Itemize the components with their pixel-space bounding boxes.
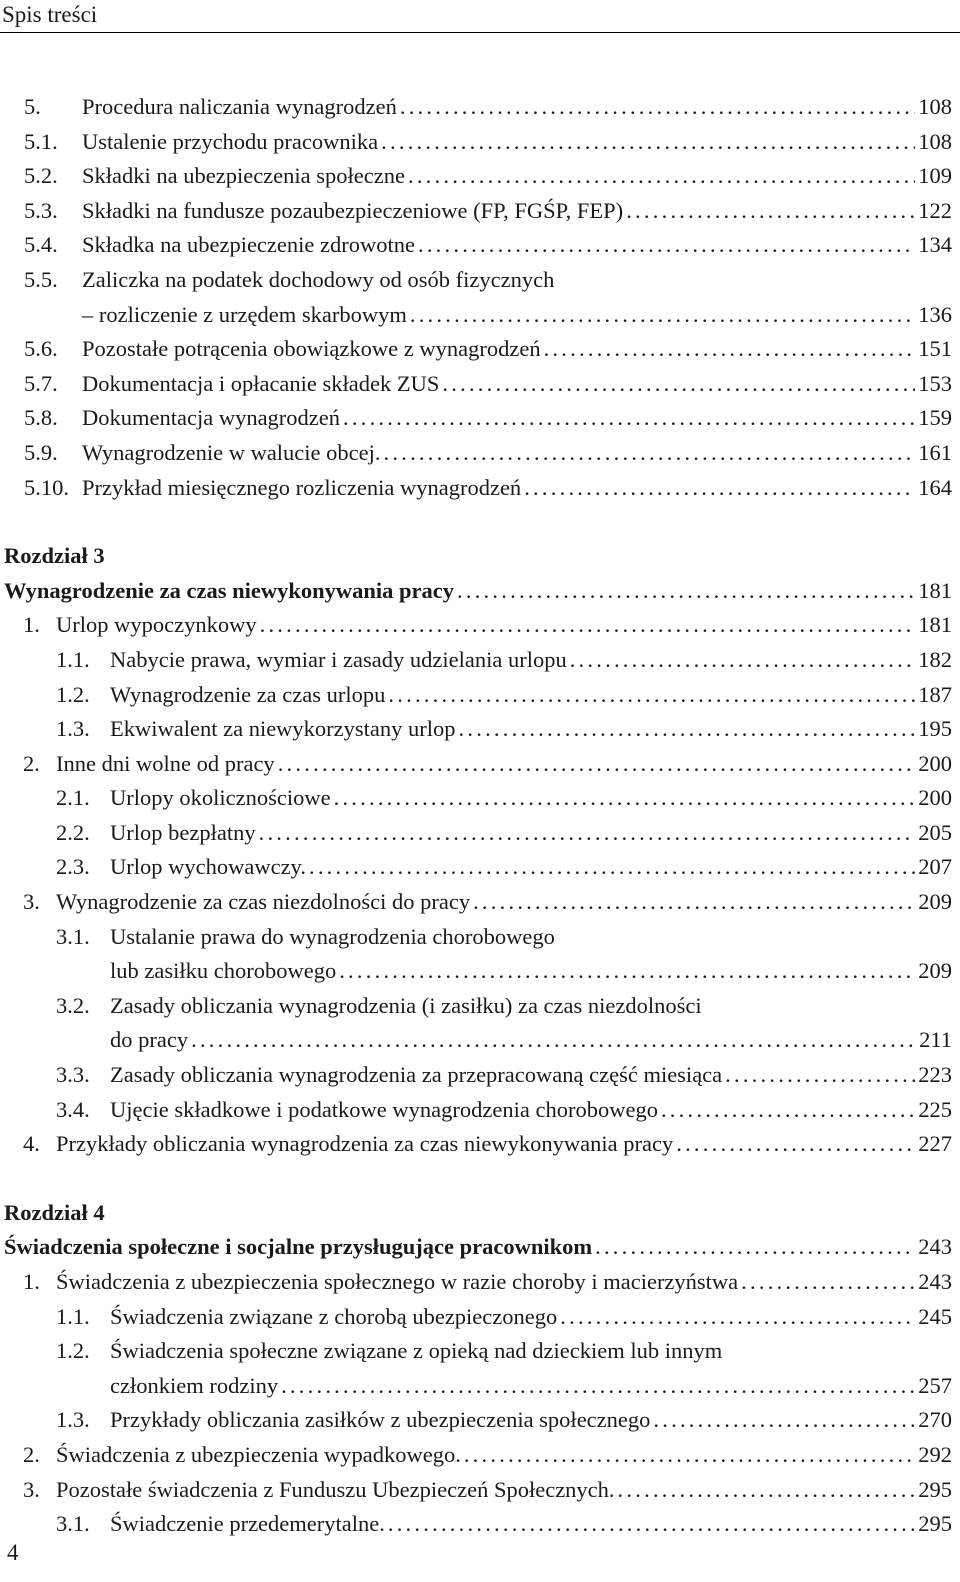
toc-entry <box>0 747 952 782</box>
chapter-title-row <box>0 1230 952 1265</box>
entry-page-number: 207 <box>918 854 952 880</box>
toc-entry <box>0 471 952 506</box>
toc-entry <box>0 436 952 471</box>
entry-page-number: 227 <box>918 1131 952 1157</box>
toc-entry-line <box>56 989 952 1024</box>
entry-title: Dokumentacja wynagrodzeń <box>82 405 341 431</box>
dot-leader <box>278 747 916 782</box>
entry-title: Dokumentacja i opłacanie składek ZUS <box>82 370 440 396</box>
chapter-label: Rozdział 4 <box>4 1199 105 1225</box>
chapter-page-number: 243 <box>918 1234 952 1260</box>
toc-entry-line <box>56 1334 952 1369</box>
entry-page-number: 243 <box>918 1269 952 1294</box>
dot-leader <box>381 125 915 160</box>
dot-leader <box>260 608 916 643</box>
entry-title: Pozostałe świadczenia z Funduszu Ubezpieczeń Społecznych. <box>56 1476 615 1502</box>
entry-number: 1.2. <box>56 1338 90 1364</box>
toc-entry <box>0 1473 952 1508</box>
toc-entry <box>0 781 952 816</box>
page-number: 4 <box>7 1540 19 1565</box>
entry-page-number: 295 <box>918 1476 952 1502</box>
entry-title: Składki na fundusze pozaubezpieczeniowe (FP, FGŚP, FEP) <box>82 197 624 223</box>
entry-page-number: 164 <box>918 474 952 500</box>
entry-title: Świadczenie przedemerytalne. <box>110 1511 385 1537</box>
dot-leader <box>281 1369 915 1404</box>
entry-title: Składki na ubezpieczenia społeczne <box>82 163 405 189</box>
toc-entry <box>0 1403 952 1438</box>
entry-number: 1.2. <box>56 681 90 707</box>
dot-leader <box>560 1300 915 1335</box>
entry-title: Nabycie prawa, wymiar i zasady udzielania urlopu <box>110 646 567 672</box>
chapter-page-number: 181 <box>918 577 952 603</box>
toc-entry-line <box>56 1023 952 1058</box>
entry-page-number: 209 <box>918 889 952 915</box>
entry-page-number: 257 <box>918 1372 952 1398</box>
entry-page-number: 108 <box>918 128 952 154</box>
entry-page-number: 153 <box>918 370 952 396</box>
toc-entry <box>0 608 952 643</box>
toc-entry-line <box>56 1369 952 1404</box>
section-gap <box>0 1162 952 1196</box>
entry-number: 5. <box>24 94 41 119</box>
entry-number: 5.3. <box>24 197 58 223</box>
entry-number: 3.4. <box>56 1096 90 1122</box>
entry-title: Zasady obliczania wynagrodzenia za przepracowaną część miesiąca <box>110 1062 723 1088</box>
toc-entry-line <box>24 263 952 298</box>
entry-page-number: 161 <box>918 439 952 465</box>
dot-leader <box>618 1473 916 1508</box>
toc-entry <box>0 194 952 229</box>
entry-page-number: 151 <box>918 336 952 362</box>
toc-entry <box>0 1127 952 1162</box>
table-of-contents <box>0 90 952 1542</box>
entry-number: 2. <box>23 1441 40 1467</box>
toc-entry-line <box>24 298 952 333</box>
entry-page-number: 159 <box>918 405 952 431</box>
entry-title: Urlopy okolicznościowe <box>110 785 331 811</box>
toc-entry <box>0 1507 952 1542</box>
dot-leader <box>418 228 915 263</box>
entry-number: 5.8. <box>24 405 58 431</box>
entry-page-number: 182 <box>918 646 952 672</box>
dot-leader <box>725 1058 915 1093</box>
entry-title: Ustalanie prawa do wynagrodzenia chorobowego <box>110 923 555 949</box>
dot-leader <box>653 1403 915 1438</box>
entry-page-number: 136 <box>918 301 952 327</box>
entry-title: Składka na ubezpieczenie zdrowotne <box>82 232 415 258</box>
entry-number: 3. <box>23 1476 40 1502</box>
dot-leader <box>400 90 915 125</box>
entry-number: 1. <box>23 1269 40 1294</box>
entry-page-number: 200 <box>918 785 952 811</box>
toc-entry <box>0 885 952 920</box>
toc-entry <box>0 367 952 402</box>
chapter-title: Wynagrodzenie za czas niewykonywania pracy <box>4 577 454 603</box>
dot-leader <box>661 1093 915 1128</box>
toc-entry <box>0 1058 952 1093</box>
entry-page-number: 122 <box>918 197 952 223</box>
dot-leader <box>741 1265 915 1300</box>
toc-entry <box>0 920 952 989</box>
toc-entry <box>0 989 952 1058</box>
entry-number: 2.3. <box>56 854 90 880</box>
entry-page-number: 245 <box>918 1303 952 1329</box>
dot-leader <box>410 298 915 333</box>
entry-number: 3. <box>23 889 40 915</box>
entry-title-continued: lub zasiłku chorobowego <box>110 958 337 984</box>
dot-leader <box>191 1023 916 1058</box>
dot-leader <box>334 781 916 816</box>
entry-number: 5.1. <box>24 128 58 154</box>
dot-leader <box>388 678 915 713</box>
entry-title: Ustalenie przychodu pracownika <box>82 128 379 154</box>
entry-title-continued: członkiem rodziny <box>110 1372 279 1398</box>
dot-leader <box>464 1438 915 1473</box>
entry-number: 5.2. <box>24 163 58 189</box>
entry-number: 3.1. <box>56 1511 90 1537</box>
dot-leader <box>626 194 915 229</box>
entry-number: 1.1. <box>56 646 90 672</box>
entry-number: 3.2. <box>56 992 90 1018</box>
dot-leader <box>339 954 915 989</box>
dot-leader <box>524 471 915 506</box>
entry-number: 3.3. <box>56 1062 90 1088</box>
entry-number: 5.10. <box>24 474 69 500</box>
entry-page-number: 209 <box>918 958 952 984</box>
running-head-title: Spis treści <box>2 2 98 27</box>
entry-title: Ekwiwalent za niewykorzystany urlop <box>110 716 456 742</box>
toc-entry <box>0 263 952 332</box>
running-head <box>0 0 960 33</box>
entry-title: Przykłady obliczania zasiłków z ubezpieczenia społecznego <box>110 1407 651 1433</box>
toc-entry <box>0 1438 952 1473</box>
entry-title: Procedura naliczania wynagrodzeń <box>82 94 397 119</box>
toc-entry <box>0 90 952 125</box>
toc-entry <box>0 1265 952 1300</box>
entry-title: Wynagrodzenie w walucie obcej. <box>82 439 381 465</box>
entry-number: 5.7. <box>24 370 58 396</box>
entry-title: Urlop wypoczynkowy <box>56 612 257 638</box>
dot-leader <box>384 436 916 471</box>
entry-title: Świadczenia z ubezpieczenia społecznego w razie choroby i macierzyństwa <box>56 1269 739 1294</box>
entry-page-number: 205 <box>918 819 952 845</box>
toc-entry <box>0 816 952 851</box>
section-gap <box>0 505 952 539</box>
toc-entry <box>0 850 952 885</box>
dot-leader <box>595 1230 915 1265</box>
dot-leader <box>259 816 916 851</box>
chapter-label: Rozdział 3 <box>4 543 105 569</box>
entry-title: Inne dni wolne od pracy <box>56 750 275 776</box>
entry-title: Świadczenia związane z chorobą ubezpieczonego <box>110 1303 558 1329</box>
entry-number: 2.1. <box>56 785 90 811</box>
dot-leader <box>457 574 915 609</box>
toc-entry <box>0 228 952 263</box>
entry-title: Przykłady obliczania wynagrodzenia za czas niewykonywania pracy <box>56 1131 674 1157</box>
dot-leader <box>570 643 916 678</box>
entry-number: 5.6. <box>24 336 58 362</box>
toc-entry-line <box>56 920 952 955</box>
dot-leader <box>309 850 915 885</box>
toc-entry <box>0 1334 952 1403</box>
entry-title: Urlop bezpłatny <box>110 819 256 845</box>
entry-page-number: 225 <box>918 1096 952 1122</box>
entry-page-number: 187 <box>918 681 952 707</box>
entry-page-number: 211 <box>919 1027 952 1053</box>
entry-page-number: 134 <box>918 232 952 258</box>
entry-title: Pozostałe potrącenia obowiązkowe z wynagrodzeń <box>82 336 541 362</box>
entry-page-number: 200 <box>918 750 952 776</box>
entry-number: 3.1. <box>56 923 90 949</box>
toc-entry <box>0 678 952 713</box>
entry-page-number: 292 <box>918 1441 952 1467</box>
entry-number: 1.1. <box>56 1303 90 1329</box>
entry-number: 1.3. <box>56 1407 90 1433</box>
entry-title: Przykład miesięcznego rozliczenia wynagrodzeń <box>82 474 522 500</box>
dot-leader <box>459 712 916 747</box>
entry-title-continued: – rozliczenie z urzędem skarbowym <box>82 301 407 327</box>
toc-entry <box>0 1093 952 1128</box>
entry-page-number: 181 <box>918 612 952 638</box>
toc-entry <box>0 1300 952 1335</box>
toc-entry <box>0 332 952 367</box>
entry-title: Świadczenia z ubezpieczenia wypadkowego. <box>56 1441 461 1467</box>
entry-number: 4. <box>23 1131 40 1157</box>
entry-page-number: 195 <box>918 716 952 742</box>
entry-number: 2. <box>23 750 40 776</box>
entry-title: Wynagrodzenie za czas urlopu <box>110 681 386 707</box>
entry-title: Zasady obliczania wynagrodzenia (i zasiłku) za czas niezdolności <box>110 992 702 1018</box>
dot-leader <box>343 401 915 436</box>
entry-page-number: 109 <box>918 163 952 189</box>
toc-entry-line <box>56 954 952 989</box>
toc-entry <box>0 643 952 678</box>
entry-number: 5.9. <box>24 439 58 465</box>
dot-leader <box>408 159 915 194</box>
toc-entry <box>0 401 952 436</box>
toc-entry <box>0 159 952 194</box>
entry-number: 1.3. <box>56 716 90 742</box>
entry-title: Zaliczka na podatek dochodowy od osób fizycznych <box>82 266 555 292</box>
entry-title: Wynagrodzenie za czas niezdolności do pracy <box>56 889 471 915</box>
chapter-title: Świadczenia społeczne i socjalne przysługujące pracownikom <box>4 1234 593 1260</box>
chapter-title-row <box>0 574 952 609</box>
entry-number: 5.4. <box>24 232 58 258</box>
dot-leader <box>676 1127 915 1162</box>
entry-title: Ujęcie składkowe i podatkowe wynagrodzenia chorobowego <box>110 1096 658 1122</box>
entry-page-number: 295 <box>918 1511 952 1537</box>
toc-entry <box>0 125 952 160</box>
entry-title-continued: do pracy <box>110 1027 189 1053</box>
dot-leader <box>442 367 915 402</box>
entry-number: 1. <box>23 612 40 638</box>
entry-page-number: 270 <box>918 1407 952 1433</box>
entry-number: 2.2. <box>56 819 90 845</box>
toc-entry <box>0 712 952 747</box>
entry-title: Urlop wychowawczy. <box>110 854 306 880</box>
dot-leader <box>473 885 915 920</box>
dot-leader <box>544 332 916 367</box>
entry-page-number: 223 <box>918 1062 952 1088</box>
dot-leader <box>388 1507 915 1542</box>
entry-page-number: 108 <box>918 94 952 119</box>
entry-number: 5.5. <box>24 266 58 292</box>
entry-title: Świadczenia społeczne związane z opieką nad dzieckiem lub innym <box>110 1338 723 1364</box>
